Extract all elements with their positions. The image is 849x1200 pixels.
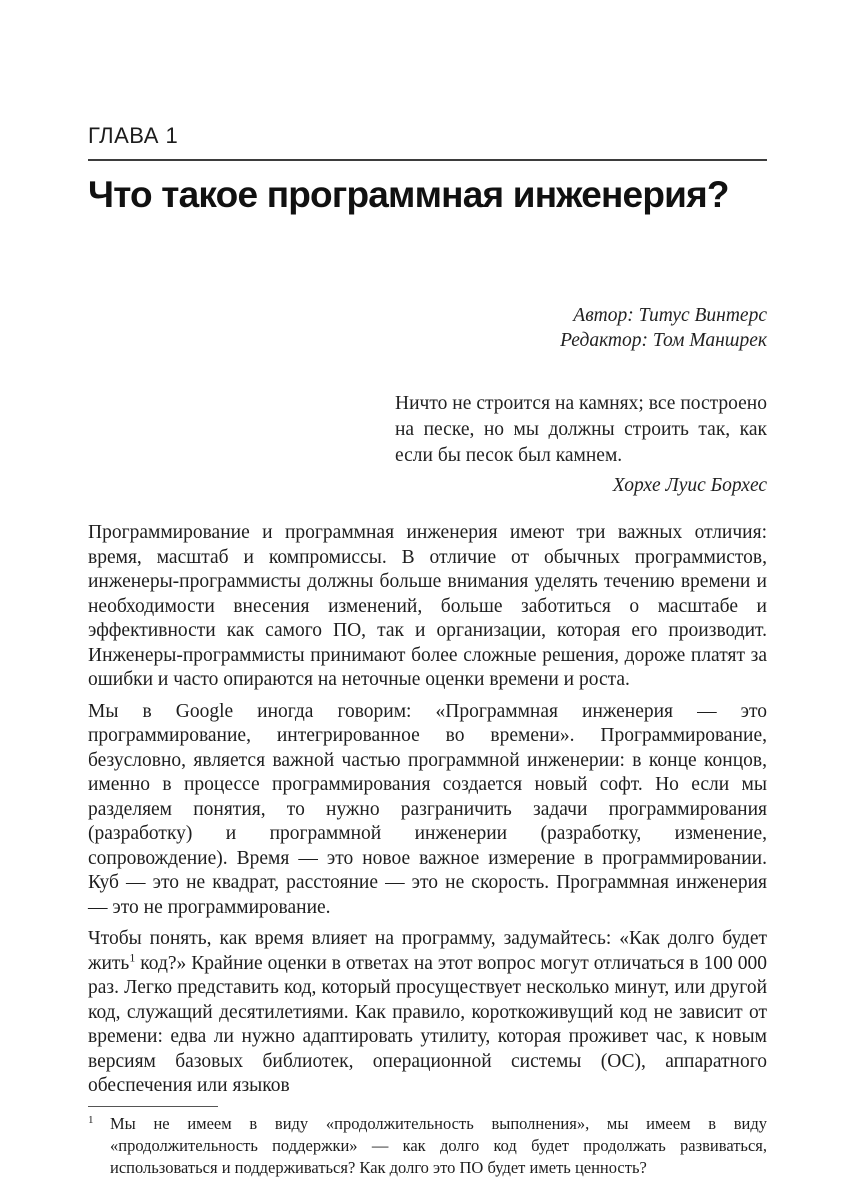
body-text xyxy=(88,521,767,1099)
chapter-label: ГЛАВА 1 xyxy=(88,123,179,148)
paragraph-2: Мы в Google иногда говорим: «Программная инженерия — это программирование, интегрированное во времени». Программирование, безусловно, является важной частью программной инженерии: в конце концов, именно в процессе программирования создается новый софт. Но если мы разделяем понятия, то нужно разграничить задачи программирования (разработку) и программной инженерии (разработку, изменение, сопровождение). Время — это новое важное измерение в программировании. Куб — это не квадрат, расстояние — это не скорость. Программная инженерия — это не программирование. xyxy=(88,700,767,918)
epigraph-text: Ничто не строится на камнях; все построено на песке, но мы должны строить так, как если бы песок был камнем. xyxy=(395,393,767,466)
footnote-text: Мы не имеем в виду «продолжительность выполнения», мы имеем в виду «продолжительность поддержки» — как долго код будет продолжать развиваться, использоваться и поддерживаться? Как долго это ПО будет иметь ценность? xyxy=(110,1113,767,1177)
chapter-title: Что такое программная инженерия? xyxy=(88,174,729,215)
footnote-reference-mark: 1 xyxy=(129,950,136,964)
epigraph-attribution: Хорхе Луис Борхес xyxy=(612,475,767,496)
footnote-rule-divider xyxy=(88,1106,218,1107)
chapter-rule-divider xyxy=(88,159,767,161)
paragraph-3-text-continued: код?» Крайние оценки в ответах на этот вопрос могут отличаться в 100 000 раз. Легко представить код, который просуществует несколько минут, или другой код, служащий десятилетиями. Как правило, короткоживущий код не зависит от времени: едва ли нужно адаптировать утилиту, которая проживет час, к новым версиям базовых библиотек, операционной системы (ОС), аппаратного обеспечения или языков xyxy=(88,952,767,1096)
paragraph-3-text: Чтобы понять, как время влияет на программу, задумайтесь: «Как долго будет жить xyxy=(88,928,767,974)
epigraph xyxy=(395,391,767,499)
byline-editor: Редактор: Том Маншрек xyxy=(560,330,767,351)
paragraph-3 xyxy=(88,927,767,1099)
footnote xyxy=(88,1113,767,1179)
chapter-header xyxy=(88,122,767,217)
footnote-marker: 1 xyxy=(88,1113,94,1126)
byline xyxy=(88,303,767,353)
paragraph-1: Программирование и программная инженерия имеют три важных отличия: время, масштаб и компромиссы. В отличие от обычных программистов, инженеры-программисты должны больше внимания уделять течению времени и необходимости внесения изменений, больше заботиться о масштабе и эффективности как самого ПО, так и организации, которая его производит. Инженеры-программисты принимают более сложные решения, дороже платят за ошибки и часто опираются на неточные оценки времени и роста. xyxy=(88,522,767,690)
footnote-area xyxy=(88,1106,767,1179)
byline-author: Автор: Титус Винтерс xyxy=(573,305,767,326)
